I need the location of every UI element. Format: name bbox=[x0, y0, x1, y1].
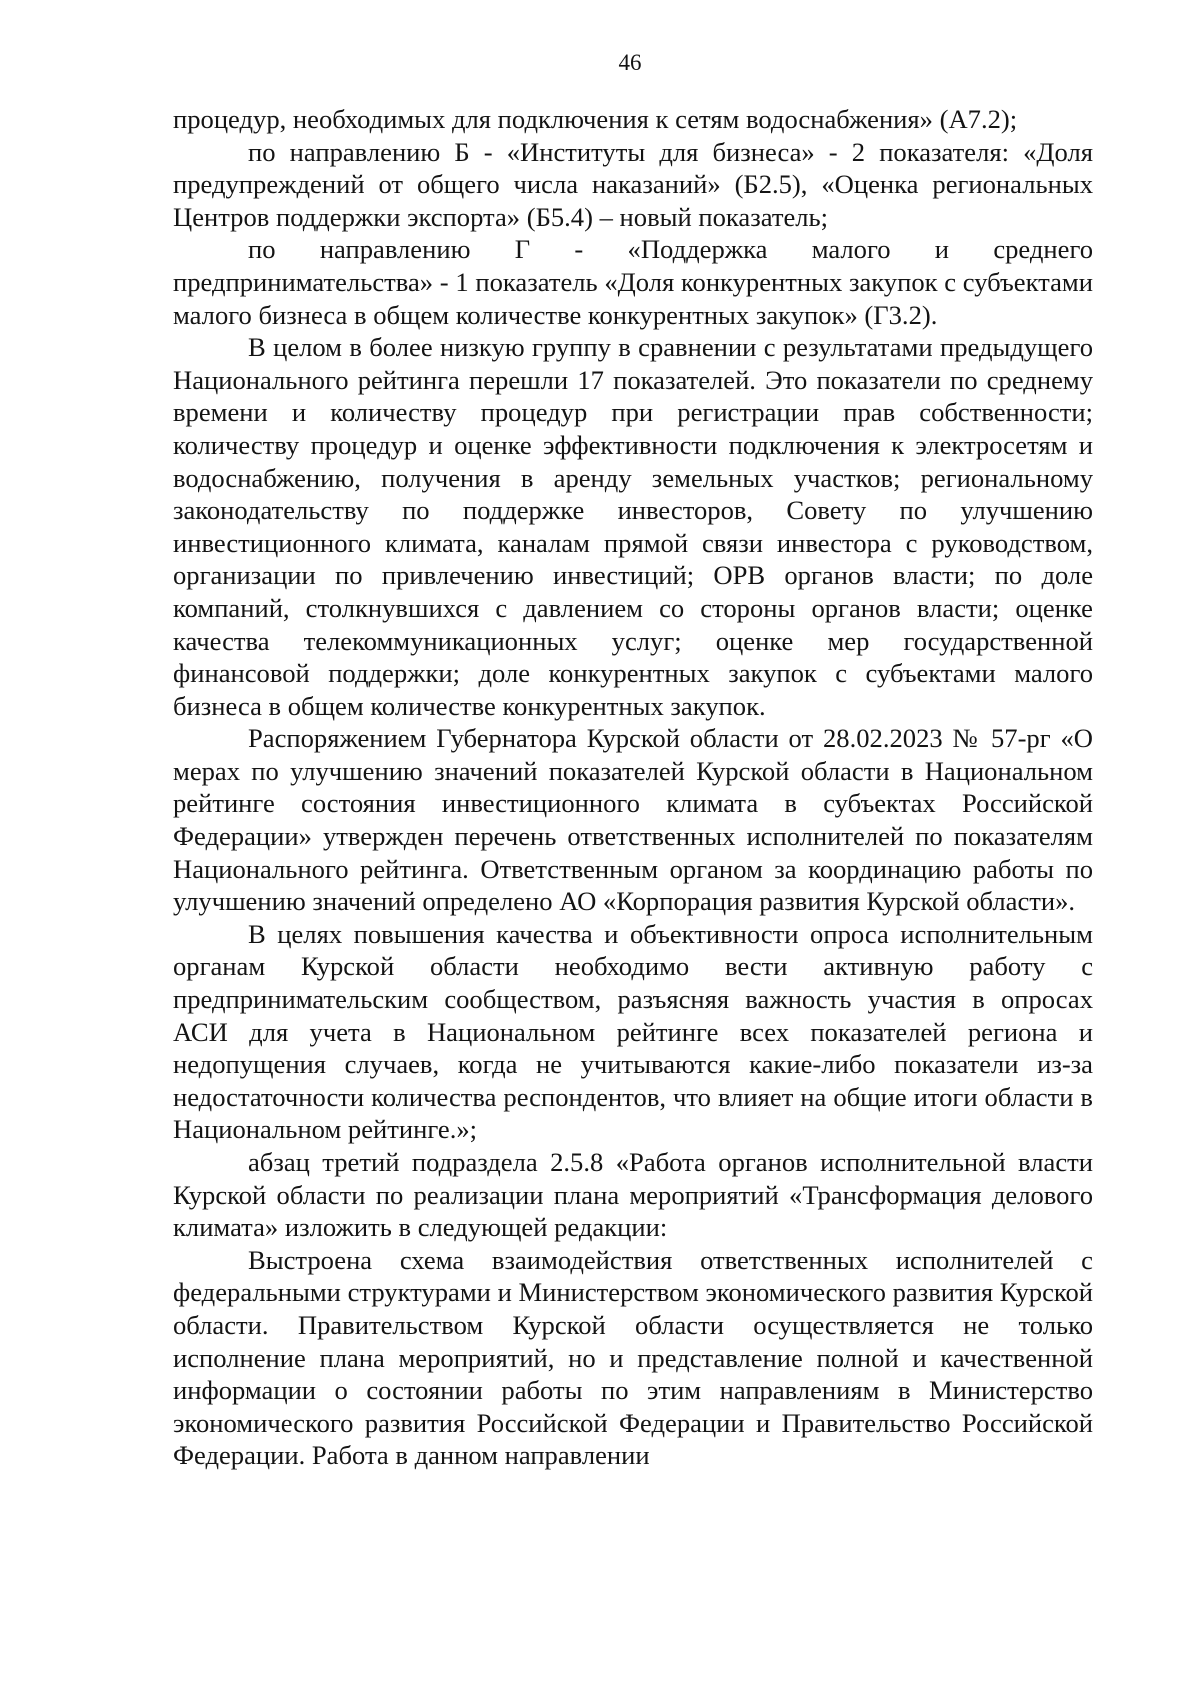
paragraph-6: В целях повышения качества и объективности опроса исполнительным органам Курской области необходимо вести активную работу с предпринимательским сообществом, разъясняя важность участия в опросах АСИ для учета в Национальном рейтинге всех показателей региона и недопущения случаев, когда не учитываются какие-либо показатели из-за недостаточности количества респондентов, что влияет на общие итоги области в Национальном рейтинге.»; bbox=[173, 918, 1093, 1145]
paragraph-3: по направлению Г - «Поддержка малого и среднего предпринимательства» - 1 показатель «Доля конкурентных закупок с субъектами малого бизнеса в общем количестве конкурентных закупок» (Г3.2). bbox=[173, 234, 1093, 330]
paragraph-5: Распоряжением Губернатора Курской области от 28.02.2023 № 57-рг «О мерах по улучшению значений показателей Курской области в Национальном рейтинге состояния инвестиционного климата в субъектах Российской Федерации» утвержден перечень ответственных исполнителей по показателям Национального рейтинга. Ответственным органом за координацию работы по улучшению значений определено АО «Корпорация развития Курской области». bbox=[173, 723, 1093, 917]
paragraph-1: процедур, необходимых для подключения к сетям водоснабжения» (А7.2); bbox=[173, 104, 1018, 134]
page-number: 46 bbox=[618, 50, 642, 75]
document-body bbox=[173, 103, 1093, 1472]
paragraph-4: В целом в более низкую группу в сравнении с результатами предыдущего Национального рейтинга перешли 17 показателей. Это показатели по среднему времени и количеству процедур при регистрации прав собственности; количеству процедур и оценке эффективности подключения к электросетям и водоснабжению, получения в аренду земельных участков; региональному законодательству по поддержке инвесторов, Совету по улучшению инвестиционного климата, каналам прямой связи инвестора с руководством, организации по привлечению инвестиций; ОРВ органов власти; по доле компаний, столкнувшихся с давлением со стороны органов власти; оценке качества телекоммуникационных услуг; оценке мер государственной финансовой поддержки; доле конкурентных закупок с субъектами малого бизнеса в общем количестве конкурентных закупок. bbox=[173, 332, 1093, 721]
paragraph-2: по направлению Б - «Институты для бизнеса» - 2 показателя: «Доля предупреждений от общего числа наказаний» (Б2.5), «Оценка региональных Центров поддержки экспорта» (Б5.4) – новый показатель; bbox=[173, 136, 1093, 232]
paragraph-8: Выстроена схема взаимодействия ответственных исполнителей с федеральными структурами и Министерством экономического развития Курской области. Правительством Курской области осуществляется не только исполнение плана мероприятий, но и представление полной и качественной информации о состоянии работы по этим направлениям в Министерство экономического развития Российской Федерации и Правительство Российской Федерации. Работа в данном направлении bbox=[173, 1244, 1093, 1471]
paragraph-7: абзац третий подраздела 2.5.8 «Работа органов исполнительной власти Курской области по реализации плана мероприятий «Трансформация делового климата» изложить в следующей редакции: bbox=[173, 1147, 1093, 1243]
